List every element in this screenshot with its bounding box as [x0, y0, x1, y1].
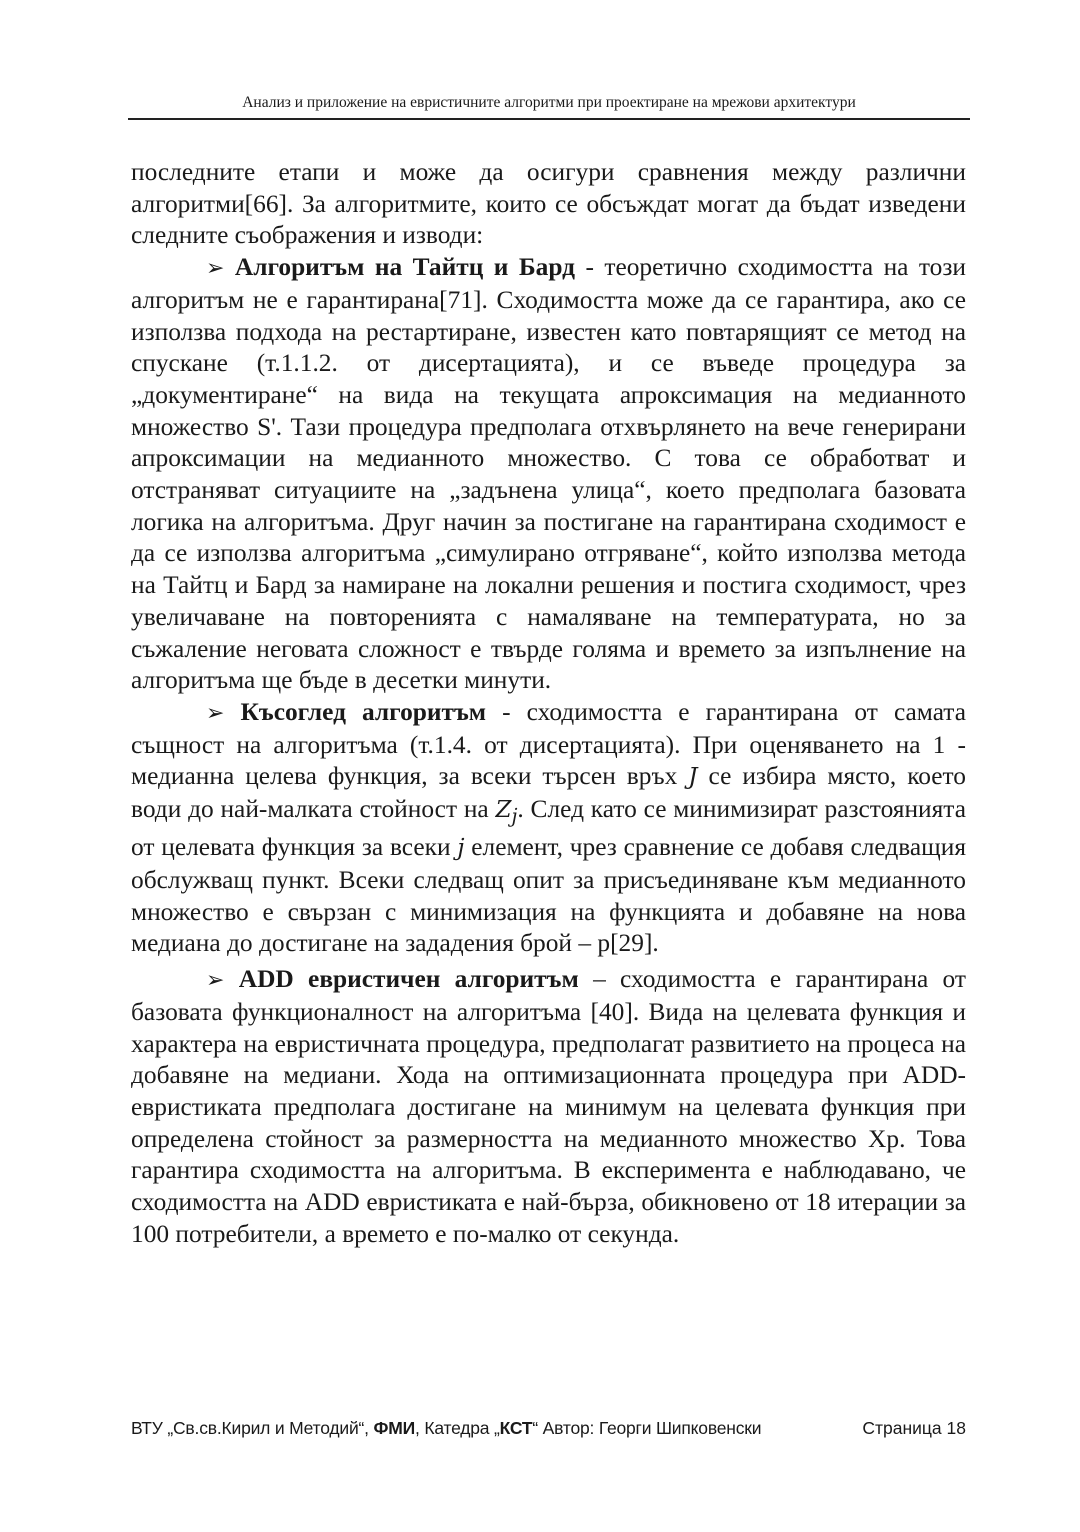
section-text: се избира място, което води до най-малката стойност на [131, 762, 966, 824]
section-add [131, 964, 966, 1250]
section-taitz-bard [131, 252, 966, 697]
section-text: елемент, чрез сравнение се добавя следващия обслужващ пункт. Всеки следващ опит за присъединяване към медианното множество е свързан с минимизация на функцията и добавяне на нова медиана до достигане на зададения брой – p[29]. [131, 833, 966, 958]
intro-paragraph: последните етапи и може да осигури сравнения между различни алгоритми[66]. За алгоритмите, които се обсъждат могат да бъдат изведени следните съображения и изводи: [131, 158, 966, 250]
section-text: . След като се минимизират разстоянията от целевата функция за всеки [131, 795, 966, 862]
math-var-J: J [688, 764, 698, 791]
section-text: - теоретично сходимостта на този алгоритъм не е гарантирана[71]. Сходимостта може да се гарантира, ако се използва подхода на рестартиране, известен като повтарящият се метод на спускане (т.1.1.2. от дисертацията), и се въведе процедура за „документиране“ на вида на текущата апроксимация на медианното множество S'. Тази процедура предполага отхвърлянето на вече генерирани апроксимации на медианното множество. С това се обработват и отстраняват ситуациите на „задънена улица“, което предполага базовата логика на алгоритъма. Друг начин за постигане на гарантирана сходимост е да се използва алгоритъма „симулирано отгряване“, който използва метода на Тайтц и Бард за намиране на локални решения и постига сходимост, чрез увеличаване на повторенията с намаляване на температурата, но за съжаление неговата сложност е твърде голяма и времето за изпълнение на алгоритъма ще бъде в десетки минути. [131, 253, 966, 695]
arrow-bullet-icon: ➢ [206, 700, 225, 726]
document-body [131, 157, 966, 1251]
section-greedy [131, 697, 966, 960]
section-title: Късоглед алгоритъм [240, 697, 487, 726]
section-text: - сходимостта е гарантирана от самата същност на алгоритъма (т.1.4. от дисертацията). При оценяването на 1 - медианна целева функция, за всеки търсен връх [131, 697, 966, 791]
section-title: Алгоритъм на Тайтц и Бард [234, 253, 575, 282]
arrow-bullet-icon: ➢ [206, 256, 225, 282]
page-number: Страница 18 [862, 1418, 966, 1438]
page-footer [131, 1414, 966, 1442]
section-text: – сходимостта е гарантирана от базовата функционалност на алгоритъма [40]. Вида на целевата функция и характера на евристичната процедура, предполагат развитието на процеса на добавяне на медиани. Хода на оптимизационната процедура при ADD-евристиката предполага достигане на минимум на целевата функция при определена стойност за размерността на медианното множество Xp. Това гарантира сходимостта на алгоритъма. В експеримента е наблюдавано, че сходимостта на ADD евристиката е най-бърза, обикновено от 18 итерации за 100 потребители, а времето е по-малко от секунда. [131, 965, 966, 1248]
footer-affiliation: ВТУ „Св.св.Кирил и Методий“, ФМИ, Катедра „КСТ“ Автор: Георги Шипковенски [131, 1418, 762, 1438]
section-title: ADD евристичен алгоритъм [238, 965, 579, 994]
math-var-j: j [457, 835, 465, 862]
arrow-bullet-icon: ➢ [206, 968, 225, 994]
math-var-Zj: $Z_j$ [495, 797, 518, 828]
header-title: Анализ и приложение на евристичните алгоритми при проектиране на мрежови архитектури [242, 94, 856, 111]
running-header [128, 92, 970, 120]
